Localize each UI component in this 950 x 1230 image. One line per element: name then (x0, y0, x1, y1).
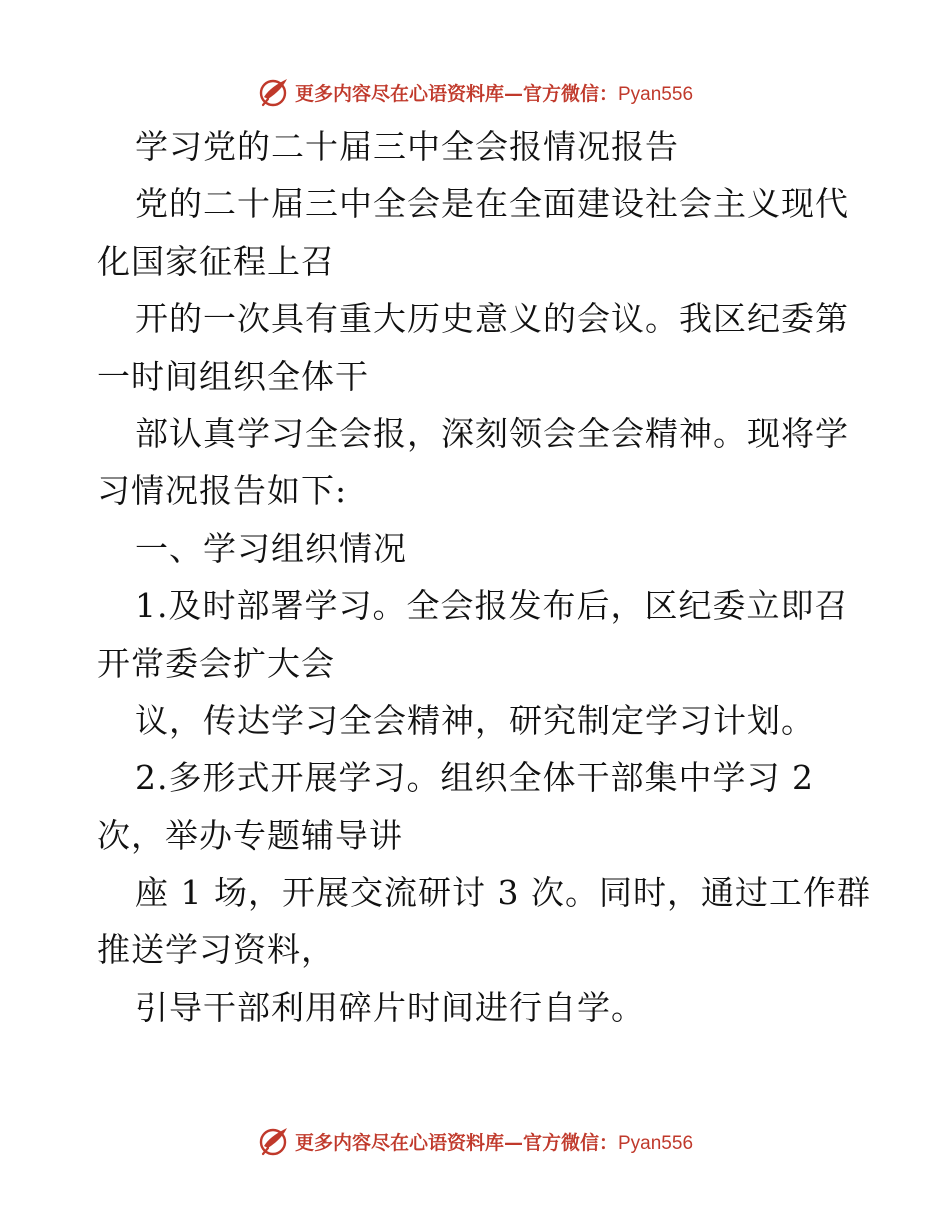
text-line: 学习党的二十届三中全会报情况报告 (135, 127, 679, 166)
text-line: 部认真学习全会报，深刻领会全会精神。现将学 (135, 413, 849, 453)
watermark-dash: — (503, 1131, 523, 1154)
watermark-dash: — (503, 82, 523, 105)
text-line: 座 1 场，开展交流研讨 3 次。同时，通过工作群 (135, 873, 871, 913)
watermark-banner-top (0, 72, 950, 112)
watermark-prefix: 更多内容尽在心语资料库 (294, 1131, 504, 1154)
document-body (97, 118, 871, 1036)
text-line: 党的二十届三中全会是在全面建设社会主义现代 (135, 184, 849, 224)
text-line: 一、学习组织情况 (135, 528, 407, 568)
watermark-suffix: 官方微信： (522, 82, 618, 105)
watermark-wechat-id: Pyan556 (618, 1132, 694, 1154)
text-line: 次，举办专题辅导讲 (97, 815, 403, 855)
text-line: 化国家征程上召 (97, 241, 335, 281)
text-line: 议，传达学习全会精神，研究制定学习计划。 (135, 700, 815, 740)
text-line: 开的一次具有重大历史意义的会议。我区纪委第 (135, 299, 849, 339)
watermark-banner-bottom (0, 1121, 950, 1161)
watermark-suffix: 官方微信： (522, 1131, 618, 1154)
text-line: 推送学习资料， (97, 930, 335, 970)
watermark-text (295, 79, 693, 106)
text-line: 引导干部利用碎片时间进行自学。 (135, 987, 645, 1027)
text-line: 开常委会扩大会 (97, 643, 335, 683)
text-line: 1.及时部署学习。全会报发布后，区纪委立即召 (135, 586, 849, 626)
text-line: 一时间组织全体干 (97, 356, 369, 396)
quill-logo-icon (257, 75, 291, 109)
watermark-prefix: 更多内容尽在心语资料库 (294, 82, 504, 105)
text-line: 习情况报告如下: (97, 471, 348, 511)
text-line: 2.多形式开展学习。组织全体干部集中学习 2 (135, 758, 814, 798)
watermark-text (295, 1128, 693, 1155)
watermark-wechat-id: Pyan556 (618, 83, 694, 105)
quill-logo-icon (257, 1124, 291, 1158)
